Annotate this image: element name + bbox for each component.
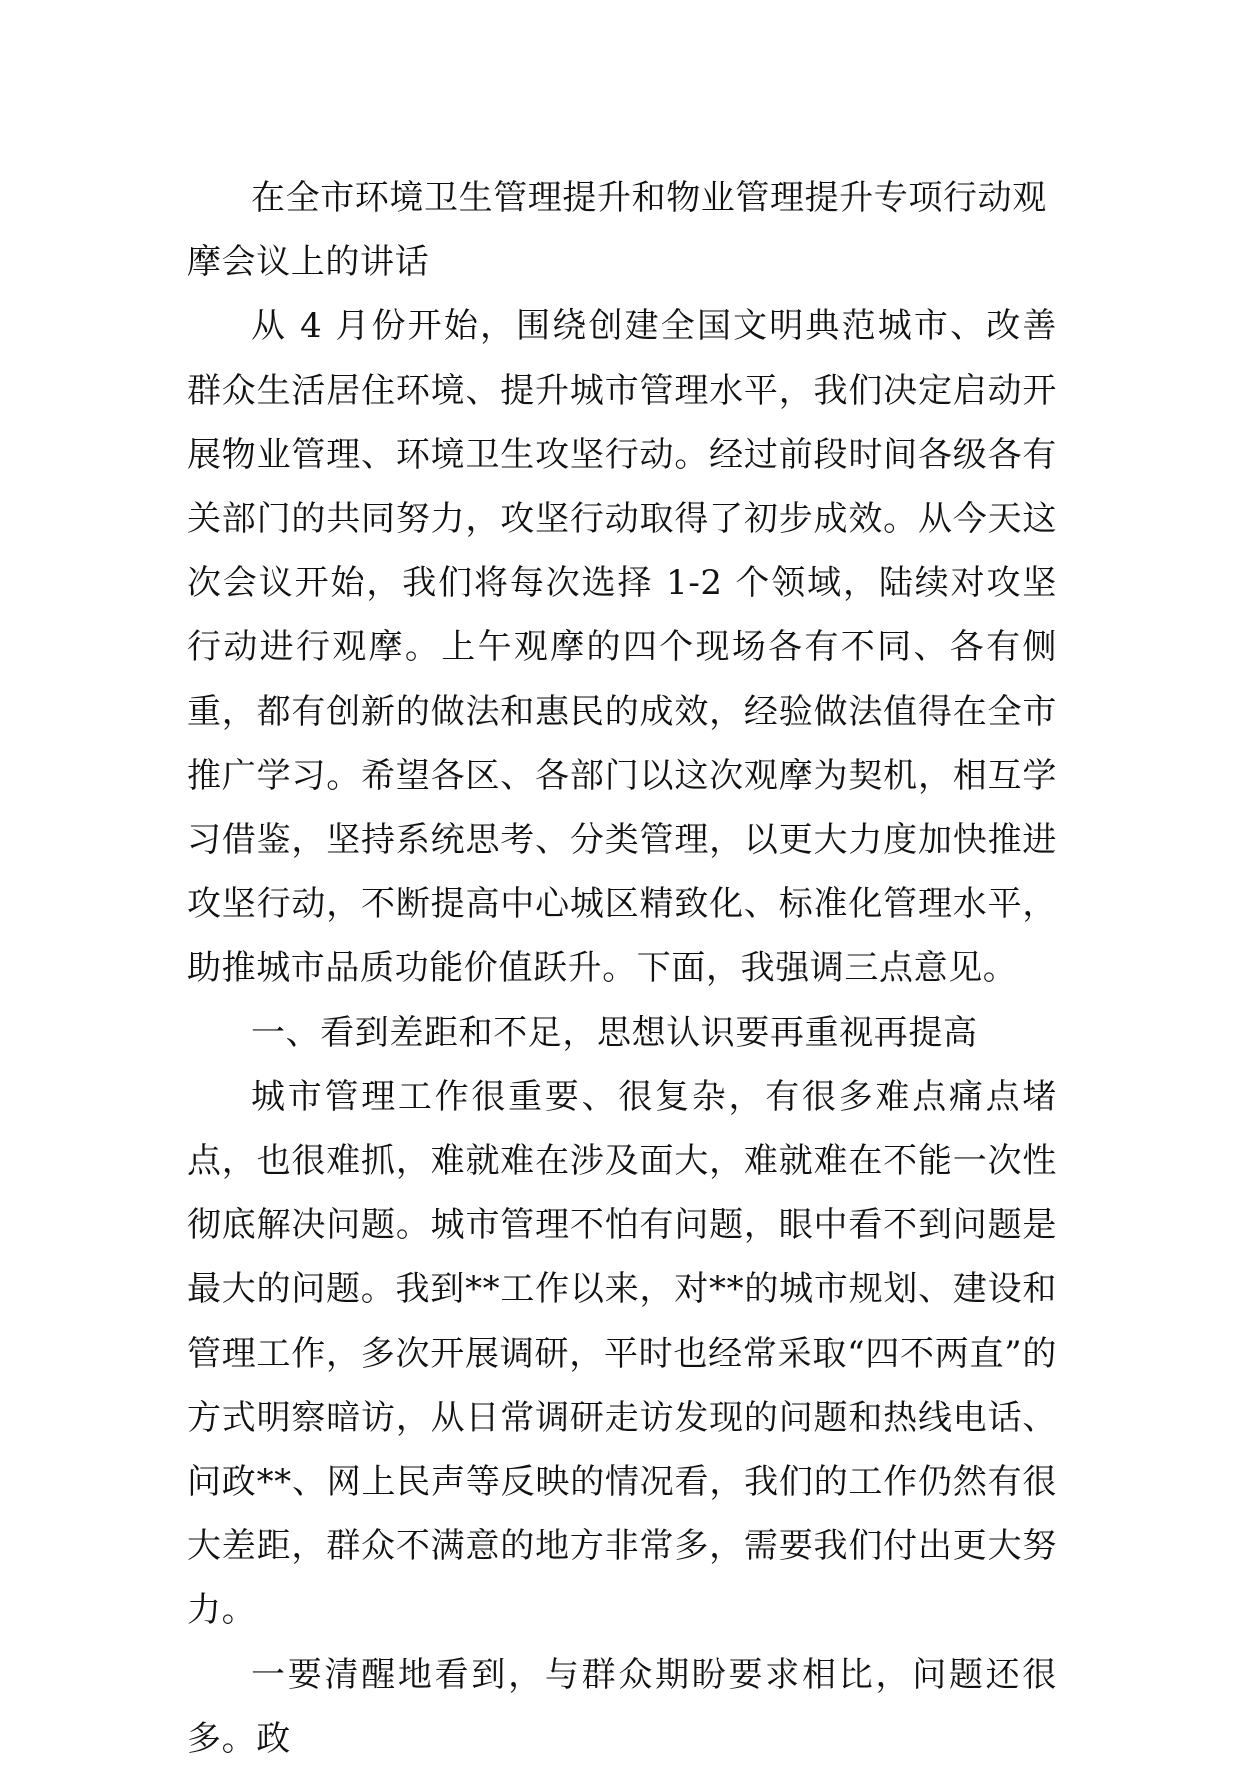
speech-title: 在全市环境卫生管理提升和物业管理提升专项行动观摩会议上的讲话 xyxy=(187,178,1047,283)
paragraph-intro: 从 4 月份开始，围绕创建全国文明典范城市、改善群众生活居住环境、提升城市管理水平，我们决定启动开展物业管理、环境卫生攻坚行动。经过前段时间各级各有关部门的共同努力，攻坚行动取得了初步成效。从今天这次会议开始，我们将每次选择 1-2 个领域，陆续对攻坚行动进行观摩。上午观摩的四个现场各有不同、各有侧重，都有创新的做法和惠民的成效，经验做法值得在全市推广学习。希望各区、各部门以这次观摩为契机，相互学习借鉴，坚持系统思考、分类管理，以更大力度加快推进攻坚行动，不断提高中心城区精致化、标准化管理水平，助推城市品质功能价值跃升。下面，我强调三点意见。 xyxy=(187,306,1057,989)
paragraph-section-1: 城市管理工作很重要、很复杂，有很多难点痛点堵点，也很难抓，难就难在涉及面大，难就难在不能一次性彻底解决问题。城市管理不怕有问题，眼中看不到问题是最大的问题。我到**工作以来，对**的城市规划、建设和管理工作，多次开展调研，平时也经常采取“四不两直”的方式明察暗访，从日常调研走访发现的问题和热线电话、问政**、网上民声等反映的情况看，我们的工作仍然有很大差距，群众不满意的地方非常多，需要我们付出更大努力。 xyxy=(187,1076,1057,1631)
paragraph-point-1: 一要清醒地看到，与群众期盼要求相比，问题还很多。政 xyxy=(187,1654,1057,1759)
section-heading-1: 一、看到差距和不足，思想认识要再重视再提高 xyxy=(251,1012,978,1053)
document-body xyxy=(187,166,1057,1771)
